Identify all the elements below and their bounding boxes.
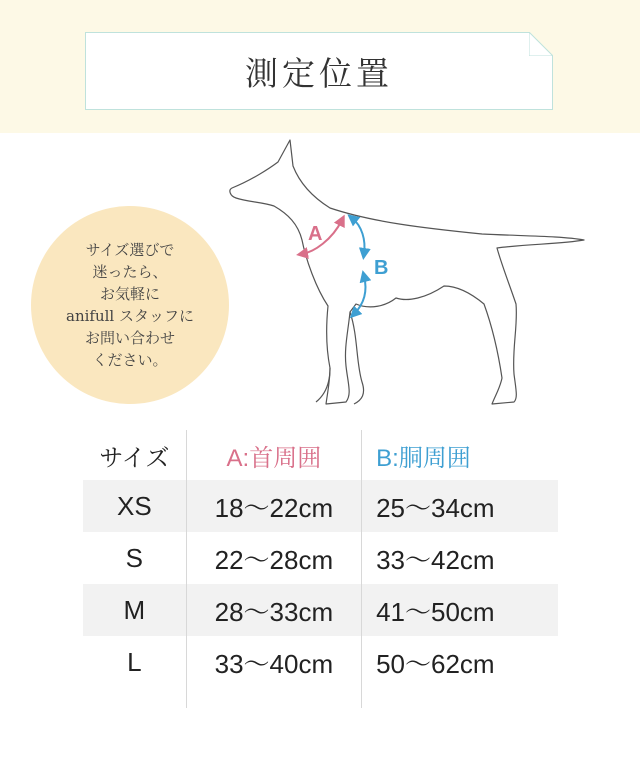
size-table [83,430,558,708]
label-a: A [308,223,323,245]
header-size: サイズ [99,444,170,472]
dog-outline [230,140,584,404]
girth-measure-arc-bottom [354,276,366,314]
table-header-row [83,430,558,480]
girth-cell: 50〜62cm [376,648,495,679]
title-card [85,32,553,110]
girth-cell: 33〜42cm [376,544,495,575]
neck-cell: 33〜40cm [186,636,361,688]
size-cell: M [83,584,186,636]
advice-line: サイズ選びで [85,241,175,259]
size-cell: S [125,542,143,573]
spacer-cell [83,688,186,708]
advice-line: anifull スタッフに [66,307,194,325]
header-neck: A:首周囲 [186,430,361,480]
table-spacer-row [83,688,558,708]
spacer-cell [186,688,361,708]
girth-cell: 25〜34cm [362,480,558,532]
neck-cell: 22〜28cm [186,532,361,584]
advice-bubble [31,206,229,404]
neck-cell: 18〜22cm [186,480,361,532]
girth-measure-arc-top [352,218,365,254]
label-b: B [374,257,389,279]
table-row [83,480,558,532]
header-girth: B:胴周囲 [376,444,471,472]
table-row [83,636,558,688]
advice-line: 迷ったら、 [92,263,168,281]
size-cell: L [127,646,142,677]
size-cell: XS [83,480,186,532]
neck-cell: 28〜33cm [186,584,361,636]
table-row [83,584,558,636]
dog-measurement-diagram [222,136,592,416]
spacer-cell [362,688,558,708]
advice-line: お気軽に [99,285,160,303]
table-row [83,532,558,584]
advice-line: ください。 [92,351,168,369]
advice-line: お問い合わせ [84,329,175,347]
girth-cell: 41〜50cm [362,584,558,636]
page-title: 測定位置 [245,53,393,93]
